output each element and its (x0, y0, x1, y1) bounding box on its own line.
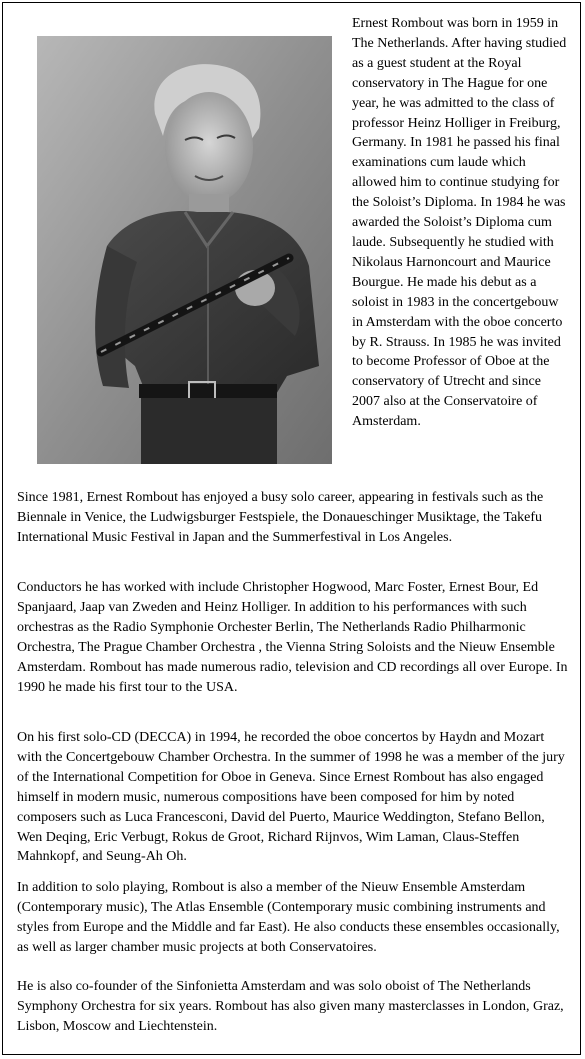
paragraph-conductors: Conductors he has worked with include Christopher Hogwood, Marc Foster, Ernest Bour, Ed Spanjaard, Jaap van Zweden and Heinz Holliger. In addition to his performances with such orchestras as the Radio Symphonie Orchester Berlin, The Netherlands Radio Philharmonic Orchestra, The Prague Chamber Orchestra , the Vienna String Soloists and the Nieuw Ensemble Amsterdam. Rombout has made numerous radio, television and CD recordings all over Europe. In 1990 he made his first tour to the USA. (17, 580, 568, 695)
portrait-photo-icon (37, 36, 332, 464)
portrait-photo (37, 36, 332, 464)
paragraph-solo-career: Since 1981, Ernest Rombout has enjoyed a busy solo career, appearing in festivals such as the Biennale in Venice, the Ludwigsburger Festspiele, the Donaueschinger Musiktage, the Takefu International Music Festival in Japan and the Summerfestival in Los Angeles. (17, 490, 544, 545)
paragraph-ensembles: In addition to solo playing, Rombout is also a member of the Nieuw Ensemble Amsterdam (Contemporary music), The Atlas Ensemble (Contemporary music combining instruments and styles from Europe and the Middle and far East). He also conducts these ensembles occasionally, as well as larger chamber music projects at both Conservatoires. (17, 880, 560, 955)
intro-paragraph: Ernest Rombout was born in 1959 in The Netherlands. After having studied as a guest student at the Royal conservatory in The Hague for one year, he was admitted to the class of professor Heinz Holliger in Freiburg, Germany. In 1981 he passed his final examinations cum laude which allowed him to continue studying for the Soloist’s Diploma. In 1984 he was awarded the Soloist’s Diploma cum laude. Subsequently he studied with Nikolaus Harnoncourt and Maurice Bourgue. He made his debut as a soloist in 1983 in the concertgebouw in Amsterdam with the oboe concerto by R. Strauss. In 1985 he was invited to become Professor of Oboe at the conservatory of Utrecht and since 2007 also at the Conservatoire of Amsterdam. (352, 16, 567, 430)
paragraph-solo-cd: On his first solo-CD (DECCA) in 1994, he recorded the oboe concertos by Haydn and Mozart with the Concertgebouw Chamber Orchestra. In the summer of 1998 he was a member of the jury of the International Competition for Oboe in Geneva. Since Ernest Rombout has also engaged himself in modern music, numerous compositions have been composed for him by noted composers such as Luca Francesconi, David del Puerto, Maurice Weddington, Stefano Bellon, Wen Deqing, Eric Verbugt, Rokus de Groot, Richard Rijnvos, Wim Laman, Claus-Steffen Mahnkopf, and Seung-Ah Oh. (17, 730, 565, 865)
paragraph-sinfonietta: He is also co-founder of the Sinfonietta Amsterdam and was solo oboist of The Netherlands Symphony Orchestra for six years. Rombout has also given many masterclasses in London, Graz, Lisbon, Moscow and Liechtenstein. (17, 979, 564, 1034)
